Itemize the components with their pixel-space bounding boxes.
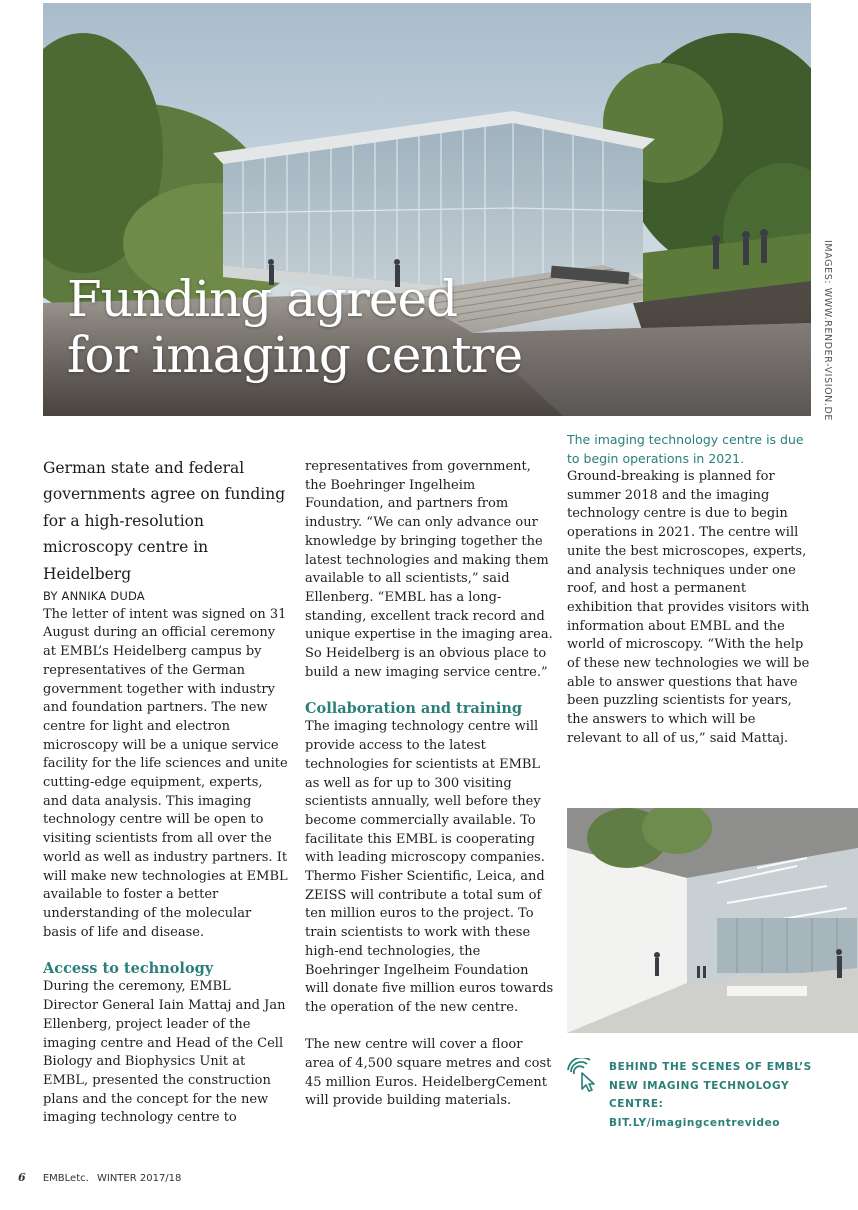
subheading-collaboration: Collaboration and training	[305, 700, 523, 718]
body-paragraph: The imaging technology centre will provide access to the latest technologies for scientists at EMBL as well as for up to 300 visiting scientists annually, well before they become commercially available. To facilitate this EMBL is cooperating with leading microscopy companies. Thermo Fisher Scientific, Leica, and ZEISS will contribute a total sum of ten million euros to the project. To train scientists to work with these high-end technologies, the Boehringer Ingelheim Foundation will donate five million euros towards the operation of the new centre.	[305, 719, 554, 1015]
body-paragraph: The letter of intent was signed on 31 August during an official ceremony at EMBL’s Heidelberg campus by representatives of the German government together with industry and foundation partners. The new centre for light and electron microscopy will be a unique service facility for the life sciences and unite cutting-edge equipment, experts, and data analysis. This imaging technology centre will be open to visiting scientists from all over the world as well as industry partners. It will make new technologies at EMBL available to foster a better understanding of the molecular basis of life and disease.	[43, 606, 288, 940]
video-url-link[interactable]: BIT.LY/imagingcentrevideo	[609, 1116, 781, 1129]
video-link-text	[609, 1058, 829, 1132]
column-2	[305, 458, 555, 1111]
body-paragraph: representatives from government, the Boehringer Ingelheim Foundation, and partners from industry. “We can only advance our knowledge by bringing together the latest technologies and making them available to all scientists,” said Ellenberg. “EMBL has a long-standing, excellent track record and unique expertise in the imaging area. So Heidelberg is an obvious place to build a new imaging service centre.”	[305, 459, 553, 680]
video-link-line: NEW IMAGING TECHNOLOGY	[609, 1079, 790, 1092]
page-footer	[18, 1171, 181, 1184]
headline	[67, 271, 522, 383]
body-paragraph: Ground-breaking is planned for summer 2018 and the imaging technology centre is due to begin operations in 2021. The centre will unite the best microscopes, experts, and analysis techniques under one roof, and host a permanent exhibition that provides visitors with information about EMBL and the world of microscopy. “With the help of these new technologies we will be able to answer questions that have been puzzling scientists for years, the answers to which will be relevant to all of us,” said Mattaj.	[567, 469, 810, 746]
page-number: 6	[18, 1171, 26, 1184]
body-paragraph: The new centre will cover a floor area of 4,500 square metres and cost 45 million Euros. HeidelbergCement will provide building materials.	[305, 1037, 552, 1109]
hero-image	[43, 3, 811, 416]
standfirst: German state and federal governments agree on funding for a high-resolution microscopy centre in Heidelberg	[43, 459, 286, 583]
image-credit	[822, 240, 836, 422]
issue-label: WINTER 2017/18	[96, 1173, 182, 1184]
column-3	[567, 430, 812, 749]
image-caption: The imaging technology centre is due to begin operations in 2021.	[567, 432, 804, 466]
headline-line-1: Funding agreed	[67, 270, 458, 328]
subheading-access: Access to technology	[43, 960, 214, 978]
click-link-icon	[567, 1058, 599, 1092]
magazine-name: EMBLetc.	[42, 1173, 89, 1184]
byline: BY ANNIKA DUDA	[43, 589, 145, 604]
headline-line-2: for imaging centre	[67, 326, 523, 384]
interior-image	[567, 808, 858, 1033]
video-link-line: BEHIND THE SCENES OF EMBL’S	[609, 1061, 812, 1073]
video-link-line: CENTRE:	[609, 1098, 664, 1111]
image-credit-text: IMAGES: WWW.RENDER-VISION.DE	[822, 240, 833, 422]
body-paragraph: During the ceremony, EMBL Director General Iain Mattaj and Jan Ellenberg, project leader of the imaging centre and Head of the Cell Biology and Biophysics Unit at EMBL, presented the construction plans and the concept for the new imaging technology centre to	[43, 979, 286, 1126]
interior-rendering	[567, 808, 858, 1033]
column-1	[43, 455, 288, 1128]
